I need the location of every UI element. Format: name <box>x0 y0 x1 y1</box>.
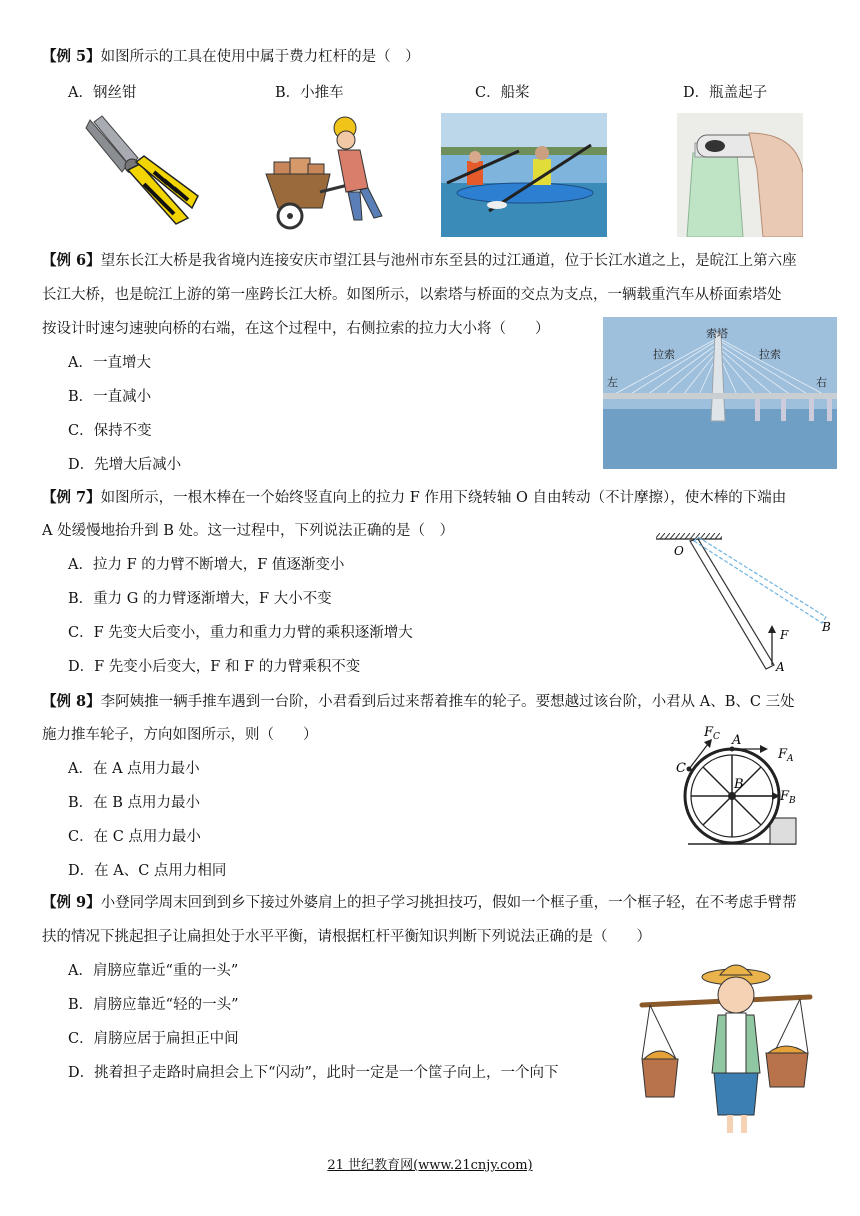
ex8-line1 <box>42 692 795 712</box>
pivot-o-label: O <box>674 544 684 558</box>
ex8-header: 【例 8】 <box>42 693 101 710</box>
bridge-cable-left-label: 拉索 <box>653 348 675 361</box>
wheel-point-c-label: C <box>676 761 686 776</box>
ex9-header: 【例 9】 <box>42 894 101 911</box>
ex7-option-d: D．F 先变小后变大，F 和 F 的力臂乘积不变 <box>68 659 361 675</box>
force-fc-sub: C <box>713 732 720 742</box>
carrying-pole-cartoon <box>634 955 818 1141</box>
ex5-option-d: D．瓶盖起子 <box>683 85 768 101</box>
ex8-option-b: B．在 B 点用力最小 <box>68 795 201 811</box>
bridge-tower-label: 索塔 <box>706 327 728 340</box>
wheel-step-diagram <box>670 722 810 852</box>
wheelbarrow-image <box>260 112 390 232</box>
wheel-point-a-label: A <box>732 733 742 748</box>
ex8-option-d: D．在 A、C 点用力相同 <box>68 863 227 879</box>
ex9-option-b: B．肩膀应靠近“轻的一头” <box>68 997 239 1013</box>
ex5-option-c: C．船桨 <box>475 85 530 101</box>
force-f-label: F <box>780 628 789 642</box>
ex8-text-line2: 施力推车轮子，方向如图所示，则（ ） <box>42 727 318 743</box>
force-fa-label <box>777 747 794 764</box>
bottle-opener-image <box>677 113 803 237</box>
wheel-point-b-label: B <box>734 777 744 792</box>
bridge-cable-right-label: 拉索 <box>759 348 781 361</box>
ex9-text-line1: 小登同学周末回到到乡下接过外婆肩上的担子学习挑担技巧，假如一个框子重，一个框子轻，在不考虑手臂帮 <box>100 895 797 911</box>
force-fa-main: F <box>778 747 788 762</box>
ex7-option-c: C．F 先变大后变小，重力和重力力臂的乘积逐渐增大 <box>68 625 413 641</box>
ex6-text-line3: 按设计时速匀速驶向桥的右端，在这个过程中，右侧拉索的拉力大小将（ ） <box>42 321 550 337</box>
pliers-image <box>80 112 200 230</box>
point-b-label: B <box>822 620 831 634</box>
ex5-question-text: 如图所示的工具在使用中属于费力杠杆的是（ ） <box>100 49 420 65</box>
ex7-header: 【例 7】 <box>42 489 101 506</box>
force-fc-main: F <box>704 725 714 740</box>
ex6-option-c: C．保持不变 <box>68 423 152 439</box>
ex7-text-line2: A 处缓慢地抬升到 B 处。这一过程中，下列说法正确的是（ ） <box>42 523 454 539</box>
ex7-option-b: B．重力 G 的力臂逐渐增大，F 大小不变 <box>68 591 332 607</box>
force-fc-label <box>703 725 720 742</box>
ex8-text-line1: 李阿姨推一辆手推车遇到一台阶，小君看到后过来帮着推车的轮子。要想越过该台阶，小君从 A、B、C 三处 <box>100 694 795 710</box>
bridge-image <box>603 317 837 469</box>
rod-lever-diagram <box>650 527 840 677</box>
kayak-image <box>441 113 607 237</box>
force-fb-sub: B <box>789 796 796 806</box>
ex5-question <box>42 47 420 67</box>
ex5-option-a: A．钢丝钳 <box>68 85 137 101</box>
ex7-option-a: A．拉力 F 的力臂不断增大，F 值逐渐变小 <box>68 557 345 573</box>
ex6-option-a: A．一直增大 <box>68 355 151 371</box>
ex9-line1 <box>42 893 797 913</box>
ex5-option-b: B．小推车 <box>275 85 344 101</box>
ex8-option-c: C．在 C 点用力最小 <box>68 829 201 845</box>
bridge-left-label: 左 <box>607 376 618 389</box>
ex6-option-d: D．先增大后减小 <box>68 457 182 473</box>
ex9-option-a: A．肩膀应靠近“重的一头” <box>68 963 239 979</box>
force-fb-main: F <box>780 789 790 804</box>
ex8-option-a: A．在 A 点用力最小 <box>68 761 200 777</box>
ex7-line1 <box>42 488 786 508</box>
bridge-right-label: 右 <box>816 376 827 389</box>
ex5-header: 【例 5】 <box>42 48 101 65</box>
point-a-label: A <box>776 660 785 674</box>
ex9-text-line2: 扶的情况下挑起担子让扁担处于水平平衡，请根据杠杆平衡知识判断下列说法正确的是（ ） <box>42 929 651 945</box>
force-fa-sub: A <box>787 754 794 764</box>
ex6-text-line1: 望东长江大桥是我省境内连接安庆市望江县与池州市东至县的过江通道，位于长江水道之上，是皖江上第六座 <box>100 253 797 269</box>
force-fb-label <box>779 789 796 806</box>
footer-source[interactable]: 21 世纪教育网(www.21cnjy.com) <box>327 1158 533 1173</box>
ex6-text-line2: 长江大桥，也是皖江上游的第一座跨长江大桥。如图所示，以索塔与桥面的交点为支点，一辆载重汽车从桥面索塔处 <box>42 287 782 303</box>
ex7-text-line1: 如图所示，一根木棒在一个始终竖直向上的拉力 F 作用下绕转轴 O 自由转动（不计摩擦），使木棒的下端由 <box>100 490 787 506</box>
ex9-option-c: C．肩膀应居于扁担正中间 <box>68 1031 239 1047</box>
ex6-header: 【例 6】 <box>42 252 101 269</box>
ex9-option-d: D．挑着担子走路时扁担会上下“闪动”，此时一定是一个筐子向上，一个向下 <box>68 1065 559 1081</box>
ex6-option-b: B．一直减小 <box>68 389 152 405</box>
ex6-line1 <box>42 251 797 271</box>
